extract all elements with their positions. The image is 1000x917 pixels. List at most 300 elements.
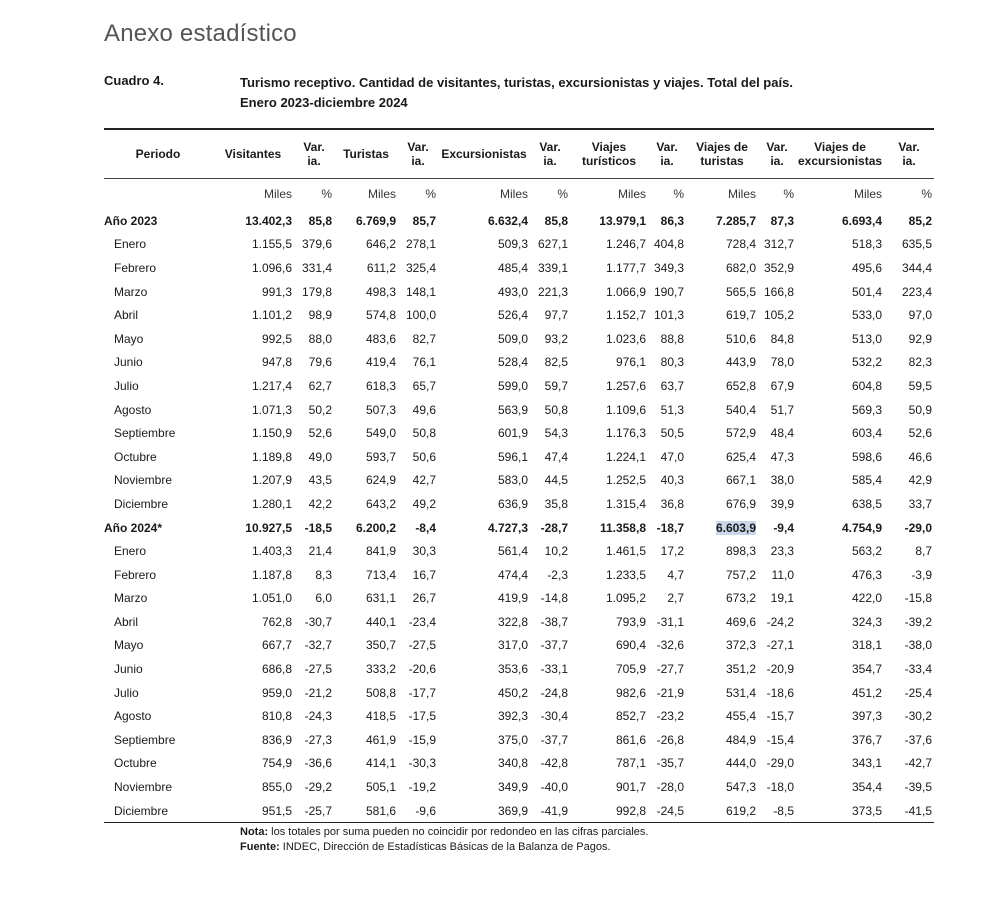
table-title-line1: Turismo receptivo. Cantidad de visitantes, turistas, excursionistas y viajes. Total del país. <box>240 75 793 90</box>
table-cell: 78,0 <box>770 355 794 370</box>
table-cell: 549,0 <box>365 426 396 441</box>
table-cell: 82,3 <box>908 355 932 370</box>
table-cell: 86,3 <box>660 213 684 228</box>
table-cell: 596,1 <box>497 449 528 464</box>
table-cell: 1.224,1 <box>605 449 646 464</box>
row-label: Noviembre <box>114 473 173 488</box>
unit-cell: % <box>425 187 436 201</box>
table-cell: 166,8 <box>763 284 794 299</box>
table-row <box>104 445 934 469</box>
table-cell: 65,7 <box>412 378 436 393</box>
table-cell: 484,9 <box>725 732 756 747</box>
table-cell: 625,4 <box>725 449 756 464</box>
table-cell: 344,4 <box>901 260 932 275</box>
table-cell: 422,0 <box>851 591 882 606</box>
table-cell: 317,0 <box>497 638 528 653</box>
table-cell: 1.315,4 <box>605 496 646 511</box>
table-cell: 638,5 <box>851 496 882 511</box>
table-cell: 8,3 <box>315 567 332 582</box>
table-cell: 676,9 <box>725 496 756 511</box>
table-cell: 392,3 <box>497 709 528 724</box>
table-cell: 569,3 <box>851 402 882 417</box>
table-cell: -24,2 <box>766 614 794 629</box>
table-cell: -42,8 <box>540 756 568 771</box>
table-cell: 190,7 <box>653 284 684 299</box>
table-cell: -27,1 <box>766 638 794 653</box>
table-cell: 354,7 <box>851 662 882 677</box>
row-label: Octubre <box>114 756 157 771</box>
table-cell: -41,9 <box>530 799 570 823</box>
table-cell: 36,8 <box>660 496 684 511</box>
table-cell: -36,6 <box>304 756 332 771</box>
table-cell: 376,7 <box>851 732 882 747</box>
table-cell: 1.152,7 <box>605 308 646 323</box>
table-cell: 419,9 <box>497 591 528 606</box>
table-cell: -23,4 <box>408 614 436 629</box>
header-var-viajes-turisticos: Var. ia. <box>648 129 686 179</box>
table-cell: 673,2 <box>725 591 756 606</box>
table-cell: 440,1 <box>365 614 396 629</box>
table-cell: 100,0 <box>405 308 436 323</box>
table-cell: 533,0 <box>851 308 882 323</box>
table-cell: 1.155,5 <box>251 237 292 252</box>
table-row <box>104 752 934 776</box>
row-label: Marzo <box>114 284 148 299</box>
table-cell: 495,6 <box>851 260 882 275</box>
table-cell: 351,2 <box>725 662 756 677</box>
table-cell: 50,9 <box>908 402 932 417</box>
table-cell: 33,7 <box>908 496 932 511</box>
row-label: Junio <box>114 355 143 370</box>
row-label: Julio <box>114 685 139 700</box>
table-cell: 7.285,7 <box>715 213 756 228</box>
table-cell: 6.200,2 <box>355 520 396 535</box>
row-label: Abril <box>114 308 139 323</box>
table-cell: 49,0 <box>308 449 332 464</box>
table-cell: -14,8 <box>540 591 568 606</box>
table-cell: 841,9 <box>365 544 396 559</box>
table-cell: 508,8 <box>365 685 396 700</box>
table-row <box>104 469 934 493</box>
table-cell: 469,6 <box>725 614 756 629</box>
table-cell: 97,0 <box>908 308 932 323</box>
table-cell: 643,2 <box>365 496 396 511</box>
row-label: Julio <box>114 378 139 393</box>
table-cell: 1.071,3 <box>251 402 292 417</box>
table-cell: 85,8 <box>308 213 332 228</box>
table-cell: 682,0 <box>725 260 756 275</box>
table-cell: 42,7 <box>412 473 436 488</box>
table-cell: 455,4 <box>725 709 756 724</box>
table-cell: 50,8 <box>544 402 568 417</box>
row-label: Enero <box>114 237 147 252</box>
table-cell: -20,9 <box>766 662 794 677</box>
table-cell: -3,9 <box>911 567 932 582</box>
table-cell: 379,6 <box>301 237 332 252</box>
table-cell: 810,8 <box>261 709 292 724</box>
table-cell: 443,9 <box>725 355 756 370</box>
table-cell: 85,8 <box>544 213 568 228</box>
row-label: Agosto <box>114 709 152 724</box>
table-cell: 354,4 <box>851 780 882 795</box>
table-cell: 485,4 <box>497 260 528 275</box>
row-label: Mayo <box>114 331 144 346</box>
table-cell: 352,9 <box>763 260 794 275</box>
table-cell: 713,4 <box>365 567 396 582</box>
table-cell: 976,1 <box>615 355 646 370</box>
table-cell: 667,7 <box>261 638 292 653</box>
table-cell: 372,3 <box>725 638 756 653</box>
row-label: Diciembre <box>114 496 169 511</box>
header-viajes-turistas: Viajes de turistas <box>686 129 758 179</box>
table-cell: 855,0 <box>261 780 292 795</box>
table-cell: 1.150,9 <box>251 426 292 441</box>
highlighted-value: 6.603,9 <box>715 520 756 535</box>
table-cell: 4,7 <box>667 567 684 582</box>
table-cell: 4.754,9 <box>841 520 882 535</box>
table-cell: 509,3 <box>497 237 528 252</box>
table-cell: -28,7 <box>540 520 568 535</box>
table-cell: -42,7 <box>904 756 932 771</box>
table-cell: 375,0 <box>497 732 528 747</box>
row-label: Febrero <box>114 567 157 582</box>
table-cell: 852,7 <box>615 709 646 724</box>
table-cell: 611,2 <box>366 260 396 275</box>
header-turistas: Turistas <box>334 129 398 179</box>
header-viajes-excursionistas: Viajes de excursionistas <box>796 129 884 179</box>
table-cell: -24,5 <box>648 799 686 823</box>
table-cell: -15,9 <box>408 732 436 747</box>
table-row <box>104 728 934 752</box>
table-cell: 1.095,2 <box>605 591 646 606</box>
statistics-table <box>104 128 934 823</box>
table-cell: 339,1 <box>537 260 568 275</box>
table-row <box>104 280 934 304</box>
table-cell: 42,2 <box>308 496 332 511</box>
table-cell: 604,8 <box>851 378 882 393</box>
table-cell: 46,6 <box>908 449 932 464</box>
table-cell: 52,6 <box>308 426 332 441</box>
table-cell: 757,2 <box>725 567 756 582</box>
table-cell: -19,2 <box>408 780 436 795</box>
table-cell: 1.187,8 <box>251 567 292 582</box>
table-cell: 23,3 <box>770 544 794 559</box>
table-cell: -41,5 <box>884 799 934 823</box>
table-cell: 461,9 <box>365 732 396 747</box>
table-cell: -38,0 <box>904 638 932 653</box>
table-cell: 624,9 <box>365 473 396 488</box>
unit-cell: Miles <box>367 187 396 201</box>
unit-cell: % <box>321 187 332 201</box>
note-text: los totales por suma pueden no coincidir por redondeo en las cifras parciales. <box>268 826 649 838</box>
table-cell: 581,6 <box>334 799 398 823</box>
source-text: INDEC, Dirección de Estadísticas Básicas de la Balanza de Pagos. <box>279 841 611 853</box>
table-cell: 331,4 <box>301 260 332 275</box>
table-cell: 349,9 <box>497 780 528 795</box>
table-cell: 627,1 <box>537 237 568 252</box>
table-cell: 419,4 <box>365 355 396 370</box>
table-cell: 619,7 <box>725 308 756 323</box>
row-label: Septiembre <box>114 426 176 441</box>
table-cell: -17,5 <box>408 709 436 724</box>
unit-cell: % <box>673 187 684 201</box>
table-cell: 26,7 <box>412 591 436 606</box>
header-excursionistas: Excursionistas <box>438 129 530 179</box>
table-cell: 105,2 <box>763 308 794 323</box>
table-cell: -39,5 <box>904 780 932 795</box>
table-cell: 87,3 <box>770 213 794 228</box>
table-cell: 793,9 <box>615 614 646 629</box>
table-cell: -21,2 <box>304 685 332 700</box>
table-cell: 404,8 <box>653 237 684 252</box>
row-label: Febrero <box>114 260 157 275</box>
source-line <box>240 840 648 855</box>
table-cell: 98,9 <box>308 308 332 323</box>
table-cell: 992,8 <box>570 799 648 823</box>
table-cell: 635,5 <box>901 237 932 252</box>
table-cell: 35,8 <box>544 496 568 511</box>
units-row <box>104 179 934 210</box>
table-cell: 991,3 <box>261 284 292 299</box>
table-cell: 42,9 <box>908 473 932 488</box>
row-label: Noviembre <box>114 780 173 795</box>
table-cell: 50,6 <box>412 449 436 464</box>
table-cell: 1.257,6 <box>605 378 646 393</box>
table-cell: 38,0 <box>770 473 794 488</box>
table-cell: 4.727,3 <box>487 520 528 535</box>
source-label: Fuente: <box>240 841 280 853</box>
table-row <box>104 303 934 327</box>
table-cell: 11,0 <box>771 567 794 582</box>
table-cell: 418,5 <box>365 709 396 724</box>
header-periodo: Periodo <box>104 129 212 179</box>
table-cell: 1.403,3 <box>251 544 292 559</box>
table-cell: 690,4 <box>615 638 646 653</box>
table-row <box>104 704 934 728</box>
note-label: Nota: <box>240 826 269 838</box>
table-cell: 599,0 <box>497 378 528 393</box>
unit-cell: Miles <box>727 187 756 201</box>
table-cell: 583,0 <box>497 473 528 488</box>
table-cell: -32,6 <box>656 638 684 653</box>
table-cell: 705,9 <box>615 662 646 677</box>
table-body <box>104 209 934 823</box>
table-cell: 563,9 <box>497 402 528 417</box>
unit-cell: % <box>783 187 794 201</box>
table-row-total <box>104 209 934 233</box>
table-title-line2: Enero 2023-diciembre 2024 <box>240 95 408 110</box>
table-title <box>240 73 793 113</box>
table-cell: 982,6 <box>615 685 646 700</box>
table-cell: 19,1 <box>770 591 794 606</box>
table-cell: -18,5 <box>304 520 332 535</box>
table-cell: -39,2 <box>904 614 932 629</box>
statistics-table-container <box>104 128 934 823</box>
table-cell: 507,3 <box>365 402 396 417</box>
table-cell: 601,9 <box>497 426 528 441</box>
table-cell: 572,9 <box>725 426 756 441</box>
row-label: Enero <box>114 544 147 559</box>
table-cell: 47,0 <box>660 449 684 464</box>
table-cell: -18,0 <box>766 780 794 795</box>
table-cell: 526,4 <box>497 308 528 323</box>
row-label: Mayo <box>114 638 144 653</box>
table-cell: -25,7 <box>294 799 334 823</box>
table-cell: 82,5 <box>544 355 568 370</box>
table-cell: -37,7 <box>540 638 568 653</box>
unit-cell: Miles <box>617 187 646 201</box>
table-row-total <box>104 516 934 540</box>
table-row <box>104 233 934 257</box>
table-row <box>104 492 934 516</box>
table-cell: 50,8 <box>412 426 436 441</box>
table-cell: 532,2 <box>851 355 882 370</box>
table-cell: 483,6 <box>365 331 396 346</box>
table-cell: 513,0 <box>851 331 882 346</box>
table-cell: 450,2 <box>497 685 528 700</box>
row-label: Junio <box>114 662 143 677</box>
table-cell: 598,6 <box>851 449 882 464</box>
table-cell: 373,5 <box>796 799 884 823</box>
table-cell: 528,4 <box>497 355 528 370</box>
table-cell: 349,3 <box>653 260 684 275</box>
table-cell: -29,2 <box>304 780 332 795</box>
table-cell: 30,3 <box>412 544 436 559</box>
table-row <box>104 374 934 398</box>
table-cell: 501,4 <box>851 284 882 299</box>
header-var-viajes-excursionistas: Var. ia. <box>884 129 934 179</box>
table-row <box>104 351 934 375</box>
table-cell: -17,7 <box>408 685 436 700</box>
table-cell: 6.693,4 <box>841 213 882 228</box>
table-cell: 92,9 <box>908 331 932 346</box>
header-visitantes: Visitantes <box>212 129 294 179</box>
table-cell: 652,8 <box>725 378 756 393</box>
table-cell: 561,4 <box>497 544 528 559</box>
unit-cell: Miles <box>499 187 528 201</box>
table-cell: -37,6 <box>904 732 932 747</box>
row-label: Septiembre <box>114 732 176 747</box>
table-cell: 333,2 <box>365 662 396 677</box>
table-cell: 93,2 <box>544 331 568 346</box>
table-cell: 148,1 <box>405 284 436 299</box>
table-cell: -33,1 <box>540 662 568 677</box>
table-cell: 540,4 <box>725 402 756 417</box>
table-cell: 11.358,8 <box>599 520 646 535</box>
table-cell: 898,3 <box>725 544 756 559</box>
table-cell: -20,6 <box>408 662 436 677</box>
notes <box>240 825 648 855</box>
table-cell: 47,4 <box>544 449 568 464</box>
page-title: Anexo estadístico <box>104 20 297 47</box>
table-cell: 84,8 <box>770 331 794 346</box>
table-cell: 85,2 <box>908 213 932 228</box>
table-cell: 49,6 <box>412 402 436 417</box>
table-cell: 76,1 <box>412 355 436 370</box>
table-cell: 80,3 <box>660 355 684 370</box>
table-cell: 353,6 <box>497 662 528 677</box>
table-cell: 547,3 <box>725 780 756 795</box>
table-cell: 1.096,6 <box>251 260 292 275</box>
table-cell: -29,0 <box>766 756 794 771</box>
table-cell: 44,5 <box>544 473 568 488</box>
table-cell: 223,4 <box>901 284 932 299</box>
table-cell: 646,2 <box>365 237 396 252</box>
table-cell: 340,8 <box>497 756 528 771</box>
table-cell: 62,7 <box>308 378 332 393</box>
table-cell: 17,2 <box>660 544 684 559</box>
row-label: Diciembre <box>104 799 212 823</box>
table-cell: -8,5 <box>758 799 796 823</box>
table-row <box>104 610 934 634</box>
table-cell: 631,1 <box>365 591 396 606</box>
row-label: Abril <box>114 614 139 629</box>
table-cell: -28,0 <box>656 780 684 795</box>
table-cell: 1.207,9 <box>251 473 292 488</box>
unit-cell <box>104 179 212 210</box>
table-cell <box>686 516 758 540</box>
table-cell: -18,7 <box>656 520 684 535</box>
table-cell: 901,7 <box>615 780 646 795</box>
table-cell: 593,7 <box>365 449 396 464</box>
table-cell: 10,2 <box>544 544 568 559</box>
table-row <box>104 657 934 681</box>
table-cell: 325,4 <box>405 260 436 275</box>
table-cell: -15,7 <box>766 709 794 724</box>
table-cell: 861,6 <box>615 732 646 747</box>
table-cell: 343,1 <box>851 756 882 771</box>
table-cell: 221,3 <box>537 284 568 299</box>
table-cell: 603,4 <box>851 426 882 441</box>
unit-cell: % <box>557 187 568 201</box>
table-cell: 51,3 <box>660 402 684 417</box>
table-cell: 498,3 <box>365 284 396 299</box>
table-cell: 1.252,5 <box>605 473 646 488</box>
table-cell: -21,9 <box>656 685 684 700</box>
table-cell: 369,9 <box>438 799 530 823</box>
table-cell: 1.109,6 <box>605 402 646 417</box>
table-cell: 54,3 <box>544 426 568 441</box>
table-cell: 1.177,7 <box>605 260 646 275</box>
table-cell: -9,4 <box>773 520 794 535</box>
table-cell: -30,4 <box>540 709 568 724</box>
table-cell: 787,1 <box>615 756 646 771</box>
table-cell: -9,6 <box>398 799 438 823</box>
table-cell: -30,3 <box>408 756 436 771</box>
table-cell: -30,2 <box>904 709 932 724</box>
table-cell: 1.246,7 <box>605 237 646 252</box>
table-cell: 1.189,8 <box>251 449 292 464</box>
table-cell: 618,3 <box>365 378 396 393</box>
table-cell: 79,6 <box>308 355 332 370</box>
row-label: Año 2023 <box>104 213 158 228</box>
table-cell: 518,3 <box>851 237 882 252</box>
table-cell: 951,5 <box>212 799 294 823</box>
table-cell: 322,8 <box>497 614 528 629</box>
table-cell: 50,2 <box>308 402 332 417</box>
table-cell: -32,7 <box>304 638 332 653</box>
table-cell: -25,4 <box>904 685 932 700</box>
table-cell: 21,4 <box>308 544 332 559</box>
table-cell: 1.066,9 <box>605 284 646 299</box>
table-cell: 10.927,5 <box>245 520 292 535</box>
table-cell: 40,3 <box>660 473 684 488</box>
table-cell: 474,4 <box>497 567 528 582</box>
row-label: Año 2024* <box>104 520 163 535</box>
table-cell: -27,5 <box>304 662 332 677</box>
table-cell: -23,2 <box>656 709 684 724</box>
table-cell: 1.051,0 <box>251 591 292 606</box>
